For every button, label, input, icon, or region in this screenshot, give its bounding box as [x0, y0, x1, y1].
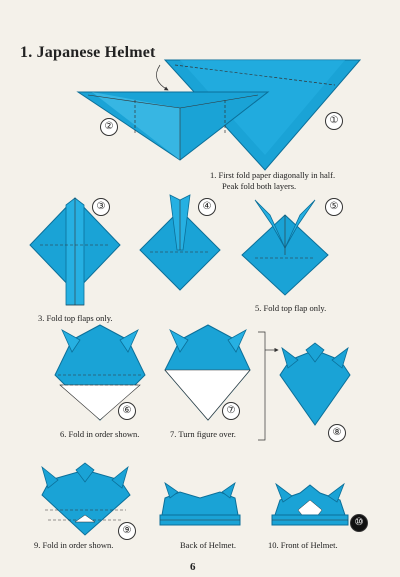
back-helmet-caption: Back of Helmet. [180, 540, 236, 550]
step-10-number: ⑩ [350, 514, 368, 532]
page-number: 6 [190, 561, 196, 573]
step-9-caption: 9. Fold in order shown. [34, 540, 114, 550]
step-1-number: ① [325, 112, 343, 130]
step-5-diagram [242, 200, 328, 295]
page-title: 1. Japanese Helmet [20, 44, 156, 61]
step-5-caption: 5. Fold top flap only. [255, 303, 327, 313]
step-7-caption: 7. Turn figure over. [170, 429, 236, 439]
step-8-number: ⑧ [328, 424, 346, 442]
step-9-number: ⑨ [118, 522, 136, 540]
step-3-number: ③ [92, 198, 110, 216]
step-2-number: ② [100, 118, 118, 136]
front-helmet-diagram [272, 484, 348, 525]
step-1-caption-2: Peak fold both layers. [222, 181, 297, 191]
step-10-caption: 10. Front of Helmet. [268, 540, 338, 550]
step-6-number: ⑥ [118, 402, 136, 420]
step-6-caption: 6. Fold in order shown. [60, 429, 140, 439]
step-4-number: ④ [198, 198, 216, 216]
step-3-caption: 3. Fold top flaps only. [38, 313, 113, 323]
back-helmet-diagram [160, 483, 240, 525]
step-5-number: ⑤ [325, 198, 343, 216]
step-8-diagram [280, 343, 350, 425]
step-7-number: ⑦ [222, 402, 240, 420]
step-1-caption: 1. First fold paper diagonally in half. [210, 170, 336, 180]
step-9-diagram [42, 463, 130, 535]
